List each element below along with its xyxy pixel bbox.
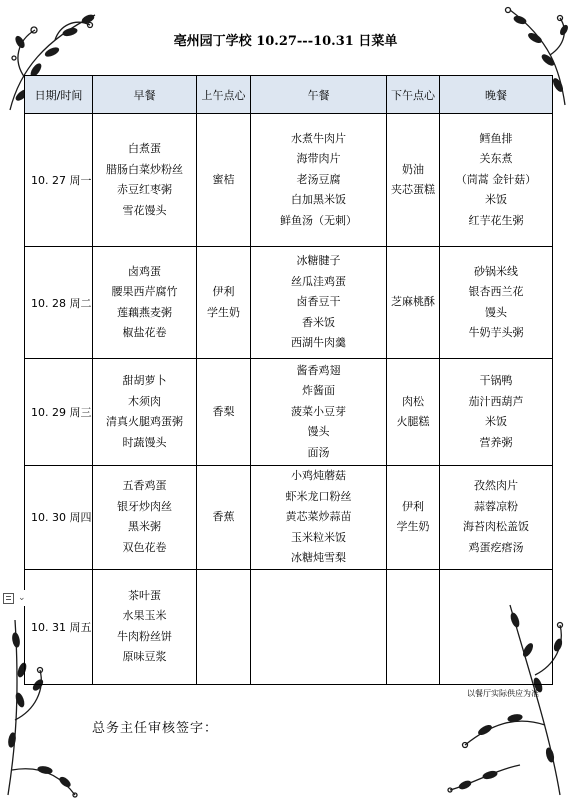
menu-item: 砂锅米线 (474, 264, 518, 278)
date-cell: 10. 29 周三 (25, 359, 93, 466)
lunch-cell (251, 569, 387, 684)
menu-item: 甜胡萝卜 (122, 374, 167, 387)
afternoon-snack-cell (387, 569, 440, 684)
menu-item: 老汤豆腐 (296, 172, 341, 186)
supply-note: 以餐厅实际供应为准 (467, 689, 539, 698)
menu-item: 牛奶芋头粥 (468, 326, 524, 339)
menu-item: 五香鸡蛋 (122, 479, 167, 493)
morning-snack-cell (197, 569, 251, 684)
menu-item: 鲜鱼汤（无刺） (280, 213, 357, 227)
lunch-cell (251, 466, 387, 570)
morning-snack-cell (197, 247, 251, 359)
menu-item: 清真火腿鸡蛋粥 (106, 415, 183, 428)
menu-item: 学生奶 (207, 305, 240, 319)
header-afternoon-snack: 下午点心 (387, 76, 440, 114)
afternoon-snack-cell (387, 114, 440, 247)
menu-item: 夹芯蛋糕 (391, 183, 435, 196)
menu-item: 香蕉 (212, 510, 235, 523)
menu-item: 伊利 (212, 285, 235, 298)
menu-item: 冰糖腱子 (296, 254, 341, 268)
menu-item: 馒头 (307, 425, 330, 439)
menu-item: 菠菜小豆芽 (291, 404, 346, 418)
menu-item: 蒜蓉凉粉 (474, 499, 518, 513)
table-row (25, 247, 553, 359)
menu-item: 白加黑米饭 (291, 193, 346, 207)
menu-item: 香米饭 (302, 315, 335, 329)
menu-item: 水煮牛肉片 (291, 131, 346, 145)
menu-item: 茄汁西葫芦 (468, 394, 524, 408)
breakfast-cell (93, 114, 197, 247)
menu-item: 腰果西芹腐竹 (111, 285, 178, 298)
menu-item: 卤香豆干 (296, 295, 341, 309)
list-icon (3, 593, 14, 604)
menu-item: 炸酱面 (302, 384, 335, 398)
menu-item: 酱香鸡翅 (296, 363, 341, 377)
menu-item: 木须肉 (128, 394, 161, 408)
morning-snack-cell (197, 466, 251, 570)
menu-item: 雪花馒头 (122, 203, 167, 217)
table-row (25, 359, 553, 466)
menu-item: 原味豆浆 (122, 650, 167, 663)
menu-item: 赤豆红枣粥 (117, 183, 172, 196)
menu-item: 冰糖炖雪梨 (291, 551, 346, 564)
menu-item: 海苔肉松盖饭 (463, 520, 529, 534)
menu-item: 玉米粒米饭 (291, 530, 346, 544)
dinner-cell (440, 247, 553, 359)
menu-item: （茼蒿 金针菇） (455, 172, 537, 186)
afternoon-snack-cell (387, 247, 440, 359)
menu-item: 肉松 (402, 394, 424, 408)
menu-item: 黑米粥 (128, 520, 161, 534)
dinner-cell (440, 466, 553, 570)
date-cell: 10. 28 周二 (25, 247, 93, 359)
table-row (25, 569, 553, 684)
menu-item: 时蔬馒头 (122, 435, 167, 449)
menu-item: 蜜桔 (212, 172, 235, 186)
menu-item: 虾米龙口粉丝 (285, 489, 352, 503)
date-cell: 10. 30 周四 (25, 466, 93, 570)
menu-item: 莲藕燕麦粥 (117, 305, 172, 319)
dinner-cell (440, 114, 553, 247)
breakfast-cell (93, 569, 197, 684)
breakfast-cell (93, 359, 197, 466)
lunch-cell (251, 359, 387, 466)
side-toolbar-toggle[interactable] (1, 590, 31, 606)
date-cell: 10. 27 周一 (25, 114, 93, 247)
dinner-cell (440, 359, 553, 466)
menu-item: 银杏西兰花 (468, 285, 524, 298)
menu-item: 米饭 (485, 415, 507, 428)
morning-snack-cell (197, 359, 251, 466)
menu-item: 米饭 (485, 193, 507, 207)
menu-item: 鸡蛋疙瘩汤 (468, 540, 524, 554)
chevron-down-icon: ⌄ (18, 593, 26, 603)
breakfast-cell (93, 466, 197, 570)
menu-item: 红芋花生粥 (468, 213, 524, 227)
menu-item: 小鸡炖蘑菇 (291, 469, 346, 482)
menu-item: 西湖牛肉羹 (291, 336, 346, 350)
menu-item: 面汤 (307, 445, 330, 459)
header-breakfast: 早餐 (93, 76, 197, 114)
menu-item: 学生奶 (396, 520, 430, 534)
menu-item: 香梨 (212, 404, 235, 418)
afternoon-snack-cell (387, 359, 440, 466)
table-row (25, 114, 553, 247)
menu-item: 馒头 (485, 305, 507, 319)
menu-table (24, 75, 553, 685)
menu-item: 营养粥 (479, 435, 513, 449)
menu-item: 丝瓜洼鸡蛋 (291, 274, 346, 288)
menu-item: 腊肠白菜炒粉丝 (106, 162, 183, 176)
menu-item: 奶油 (402, 162, 424, 176)
header-lunch: 午餐 (251, 76, 387, 114)
menu-item: 芝麻桃酥 (391, 295, 435, 309)
menu-item: 牛肉粉丝饼 (117, 629, 172, 643)
menu-item: 孜然肉片 (474, 479, 518, 493)
menu-item: 关东煮 (479, 152, 513, 166)
menu-item: 茶叶蛋 (128, 588, 161, 602)
table-header-row (25, 76, 553, 114)
header-date-time: 日期/时间 (25, 76, 93, 114)
menu-item: 鳕鱼排 (479, 131, 513, 145)
menu-item: 海带肉片 (296, 152, 341, 166)
header-morning-snack: 上午点心 (197, 76, 251, 114)
menu-item: 黄芯菜炒蒜苗 (285, 510, 352, 523)
afternoon-snack-cell (387, 466, 440, 570)
table-row (25, 466, 553, 570)
morning-snack-cell (197, 114, 251, 247)
menu-item: 银牙炒肉丝 (117, 499, 172, 513)
page-title: 亳州园丁学校 10.27---10.31 日菜单 (173, 34, 398, 49)
menu-item: 伊利 (402, 499, 424, 513)
menu-item: 椒盐花卷 (122, 326, 167, 339)
date-cell: 10. 31 周五 (25, 569, 93, 684)
lunch-cell (251, 114, 387, 247)
dinner-cell (440, 569, 553, 684)
breakfast-cell (93, 247, 197, 359)
signature-label: 总务主任审核签字： (92, 721, 219, 736)
menu-item: 干锅鸭 (479, 374, 513, 387)
lunch-cell (251, 247, 387, 359)
menu-item: 卤鸡蛋 (128, 264, 161, 278)
header-dinner: 晚餐 (440, 76, 553, 114)
menu-item: 白煮蛋 (128, 142, 161, 155)
menu-item: 水果玉米 (122, 609, 167, 622)
menu-item: 火腿糕 (396, 415, 430, 428)
menu-item: 双色花卷 (122, 540, 167, 554)
